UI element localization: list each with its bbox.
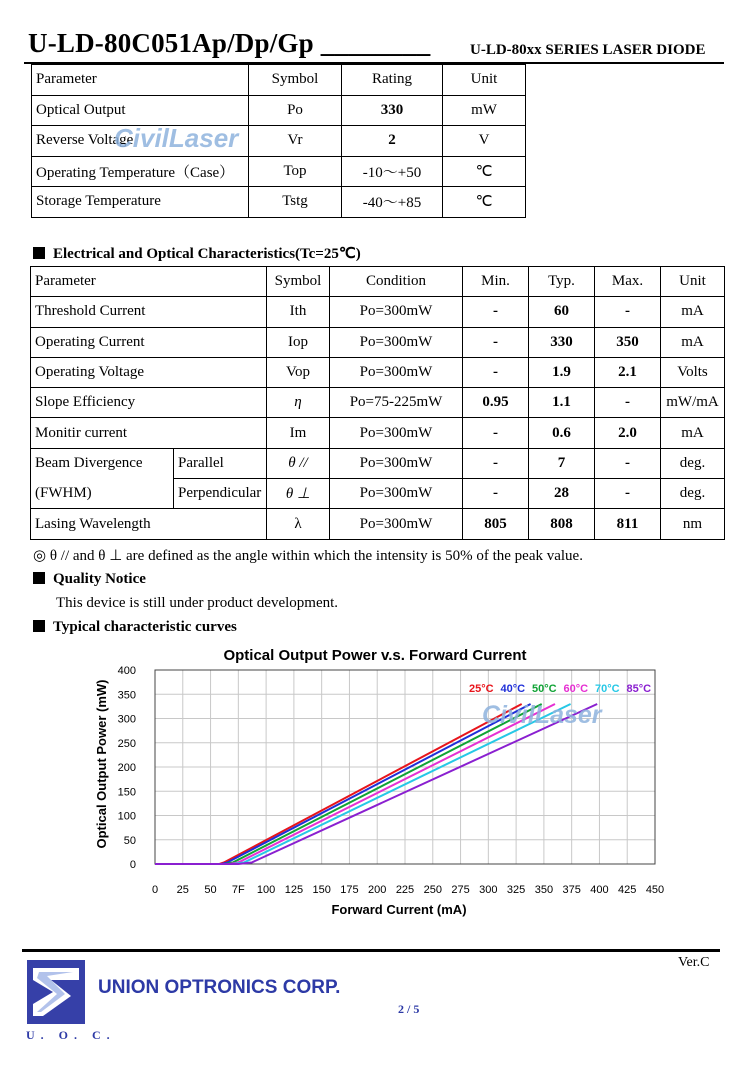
table-header: Typ. bbox=[529, 267, 595, 297]
legend-entry: 60°C bbox=[563, 683, 589, 695]
y-tick-label: 100 bbox=[117, 810, 136, 823]
legend-entry: 50°C bbox=[532, 683, 557, 695]
y-tick-label: 350 bbox=[117, 689, 136, 702]
x-tick-label: 0 bbox=[151, 884, 159, 896]
x-tick-label: 275 bbox=[451, 884, 470, 896]
x-tick-label: 350 bbox=[534, 884, 554, 896]
version-label: Ver.C bbox=[678, 955, 710, 970]
x-tick-label: 450 bbox=[645, 884, 665, 896]
x-tick-label: 175 bbox=[340, 884, 359, 896]
table-cell: Tstg bbox=[249, 187, 342, 218]
table-cell: - bbox=[463, 357, 529, 387]
table-cell: Po=300mW bbox=[330, 297, 463, 327]
table-cell: Po bbox=[249, 95, 342, 126]
table-cell: mW/mA bbox=[661, 388, 725, 418]
table-cell: Top bbox=[249, 156, 342, 187]
table-cell: Perpendicular bbox=[174, 479, 267, 509]
table-cell: 350 bbox=[595, 327, 661, 357]
table-header: Symbol bbox=[249, 65, 342, 96]
x-tick-label: 300 bbox=[479, 884, 498, 896]
table-cell: Po=300mW bbox=[330, 448, 463, 478]
table-cell: 2.1 bbox=[595, 357, 661, 387]
table-cell: 808 bbox=[529, 509, 595, 539]
x-tick-label: 200 bbox=[368, 884, 387, 896]
table-cell: mA bbox=[661, 418, 725, 448]
y-tick-label: 400 bbox=[117, 665, 136, 677]
table-cell: Operating Current bbox=[31, 327, 267, 357]
table-header: Min. bbox=[463, 267, 529, 297]
table-cell: Reverse Voltage bbox=[32, 126, 249, 157]
table-cell: -10～+50 bbox=[342, 156, 443, 187]
table-cell: - bbox=[595, 388, 661, 418]
table-cell: Parallel bbox=[174, 448, 267, 478]
table-cell: Lasing Wavelength bbox=[31, 509, 267, 539]
table-cell: Po=75-225mW bbox=[330, 388, 463, 418]
table-cell: mA bbox=[661, 327, 725, 357]
table-cell: 0.95 bbox=[463, 388, 529, 418]
table-cell: Po=300mW bbox=[330, 418, 463, 448]
table-cell: V bbox=[443, 126, 526, 157]
table-cell: - bbox=[463, 418, 529, 448]
x-tick-label: 225 bbox=[395, 884, 415, 896]
table-header: Parameter bbox=[31, 267, 267, 297]
table-cell: 1.1 bbox=[529, 388, 595, 418]
table-cell: -40～+85 bbox=[342, 187, 443, 218]
table-header: Parameter bbox=[32, 65, 249, 96]
x-tick-label: 325 bbox=[506, 884, 526, 896]
table-cell: Po=300mW bbox=[330, 357, 463, 387]
table-cell: ℃ bbox=[443, 156, 526, 187]
x-tick-label: 50 bbox=[204, 884, 217, 896]
legend-entry: 25°C bbox=[469, 683, 494, 695]
legend-entry: 40°C bbox=[500, 683, 526, 695]
note-text: θ // and θ ⊥ are defined as the angle within which the intensity is 50% of the peak value. bbox=[49, 548, 583, 564]
table-cell: 28 bbox=[529, 479, 595, 509]
table-cell: 805 bbox=[463, 509, 529, 539]
double-circle-icon: ◎ bbox=[33, 548, 47, 564]
table-cell: Po=300mW bbox=[330, 327, 463, 357]
table-header: Unit bbox=[661, 267, 725, 297]
table-cell: - bbox=[463, 297, 529, 327]
table-cell: Optical Output bbox=[32, 95, 249, 126]
table-cell: mA bbox=[661, 297, 725, 327]
x-tick-label: 250 bbox=[423, 884, 442, 896]
x-tick-label: 150 bbox=[312, 884, 331, 896]
series-label: U-LD-80xx SERIES LASER DIODE bbox=[470, 42, 706, 58]
company-abbrev: U. O. C. bbox=[26, 1028, 116, 1042]
table-cell: Vr bbox=[249, 126, 342, 157]
x-tick-label: 25 bbox=[176, 884, 189, 896]
table-cell: Im bbox=[267, 418, 330, 448]
page-number: 2 / 5 bbox=[398, 1002, 420, 1016]
x-tick-label: 125 bbox=[284, 884, 304, 896]
table-cell: θ ⊥ bbox=[267, 479, 330, 509]
x-tick-label: 7F bbox=[231, 884, 245, 896]
table-cell: Po=300mW bbox=[330, 479, 463, 509]
table-cell: 2.0 bbox=[595, 418, 661, 448]
quality-heading: Quality Notice bbox=[33, 571, 146, 588]
document-title: U-LD-80C051Ap/Dp/Gp ________ bbox=[28, 28, 431, 58]
x-tick-label: 400 bbox=[590, 884, 609, 896]
table-cell: Iop bbox=[267, 327, 330, 357]
chart-legend bbox=[469, 683, 651, 695]
table-cell: deg. bbox=[661, 479, 725, 509]
chart-title: Optical Output Power v.s. Forward Current bbox=[223, 647, 527, 664]
table-cell: 60 bbox=[529, 297, 595, 327]
y-tick-label: 300 bbox=[117, 713, 136, 726]
table-header: Rating bbox=[342, 65, 443, 96]
electrical-heading: Electrical and Optical Characteristics(Tc=25℃) bbox=[33, 244, 361, 263]
legend-entry: 70°C bbox=[595, 683, 620, 695]
table-cell: 330 bbox=[342, 95, 443, 126]
uoc-logo-icon bbox=[25, 958, 87, 1026]
y-tick-label: 150 bbox=[117, 786, 136, 799]
legend-entry: 85°C bbox=[626, 683, 652, 695]
table-cell: 1.9 bbox=[529, 357, 595, 387]
table-header: Condition bbox=[330, 267, 463, 297]
table-cell: ℃ bbox=[443, 187, 526, 218]
x-tick-label: 100 bbox=[256, 884, 276, 896]
table-cell: 330 bbox=[529, 327, 595, 357]
y-tick-label: 0 bbox=[129, 859, 136, 871]
table-cell: - bbox=[595, 448, 661, 478]
table-cell: - bbox=[463, 448, 529, 478]
table-cell: Beam Divergence bbox=[31, 448, 174, 478]
table-cell: Storage Temperature bbox=[32, 187, 249, 218]
table-cell: Po=300mW bbox=[330, 509, 463, 539]
civillaser-watermark-chart: CivilLaser bbox=[482, 701, 602, 729]
table-cell: - bbox=[463, 479, 529, 509]
table-cell: mW bbox=[443, 95, 526, 126]
quality-text: This device is still under product development. bbox=[56, 595, 339, 611]
table-cell: Threshold Current bbox=[31, 297, 267, 327]
table-cell: Slope Efficiency bbox=[31, 388, 267, 418]
table-cell: - bbox=[463, 327, 529, 357]
civillaser-watermark: CivilLaser bbox=[114, 123, 239, 153]
table-cell: Volts bbox=[661, 357, 725, 387]
table-cell: Operating Temperature（Case） bbox=[32, 156, 249, 187]
table-cell: λ bbox=[267, 509, 330, 539]
footer-rule bbox=[22, 949, 720, 952]
x-axis-label: Forward Current (mA) bbox=[331, 902, 467, 917]
y-tick-label: 200 bbox=[117, 762, 136, 774]
table-cell: 811 bbox=[595, 509, 661, 539]
table-header: Max. bbox=[595, 267, 661, 297]
table-header: Unit bbox=[443, 65, 526, 96]
company-name: UNION OPTRONICS CORP. bbox=[98, 977, 341, 998]
table-cell: Vop bbox=[267, 357, 330, 387]
table-cell: 0.6 bbox=[529, 418, 595, 448]
x-tick-label: 375 bbox=[562, 884, 581, 896]
table-cell: deg. bbox=[661, 448, 725, 478]
x-tick-label: 425 bbox=[618, 884, 637, 896]
table-cell: 2 bbox=[342, 126, 443, 157]
y-axis-label: Optical Output Power (mW) bbox=[94, 679, 109, 849]
table-cell: - bbox=[595, 479, 661, 509]
table-cell: Ith bbox=[267, 297, 330, 327]
curves-heading: Typical characteristic curves bbox=[33, 619, 237, 636]
table-cell: (FWHM) bbox=[31, 479, 174, 509]
table-cell: 7 bbox=[529, 448, 595, 478]
table-header: Symbol bbox=[267, 267, 330, 297]
y-tick-label: 50 bbox=[123, 834, 136, 847]
table-cell: η bbox=[267, 388, 330, 418]
table-cell: θ // bbox=[267, 448, 330, 478]
y-tick-label: 250 bbox=[117, 737, 136, 750]
table-cell: Operating Voltage bbox=[31, 357, 267, 387]
table-cell: nm bbox=[661, 509, 725, 539]
table-cell: Monitir current bbox=[31, 418, 267, 448]
table-cell: - bbox=[595, 297, 661, 327]
